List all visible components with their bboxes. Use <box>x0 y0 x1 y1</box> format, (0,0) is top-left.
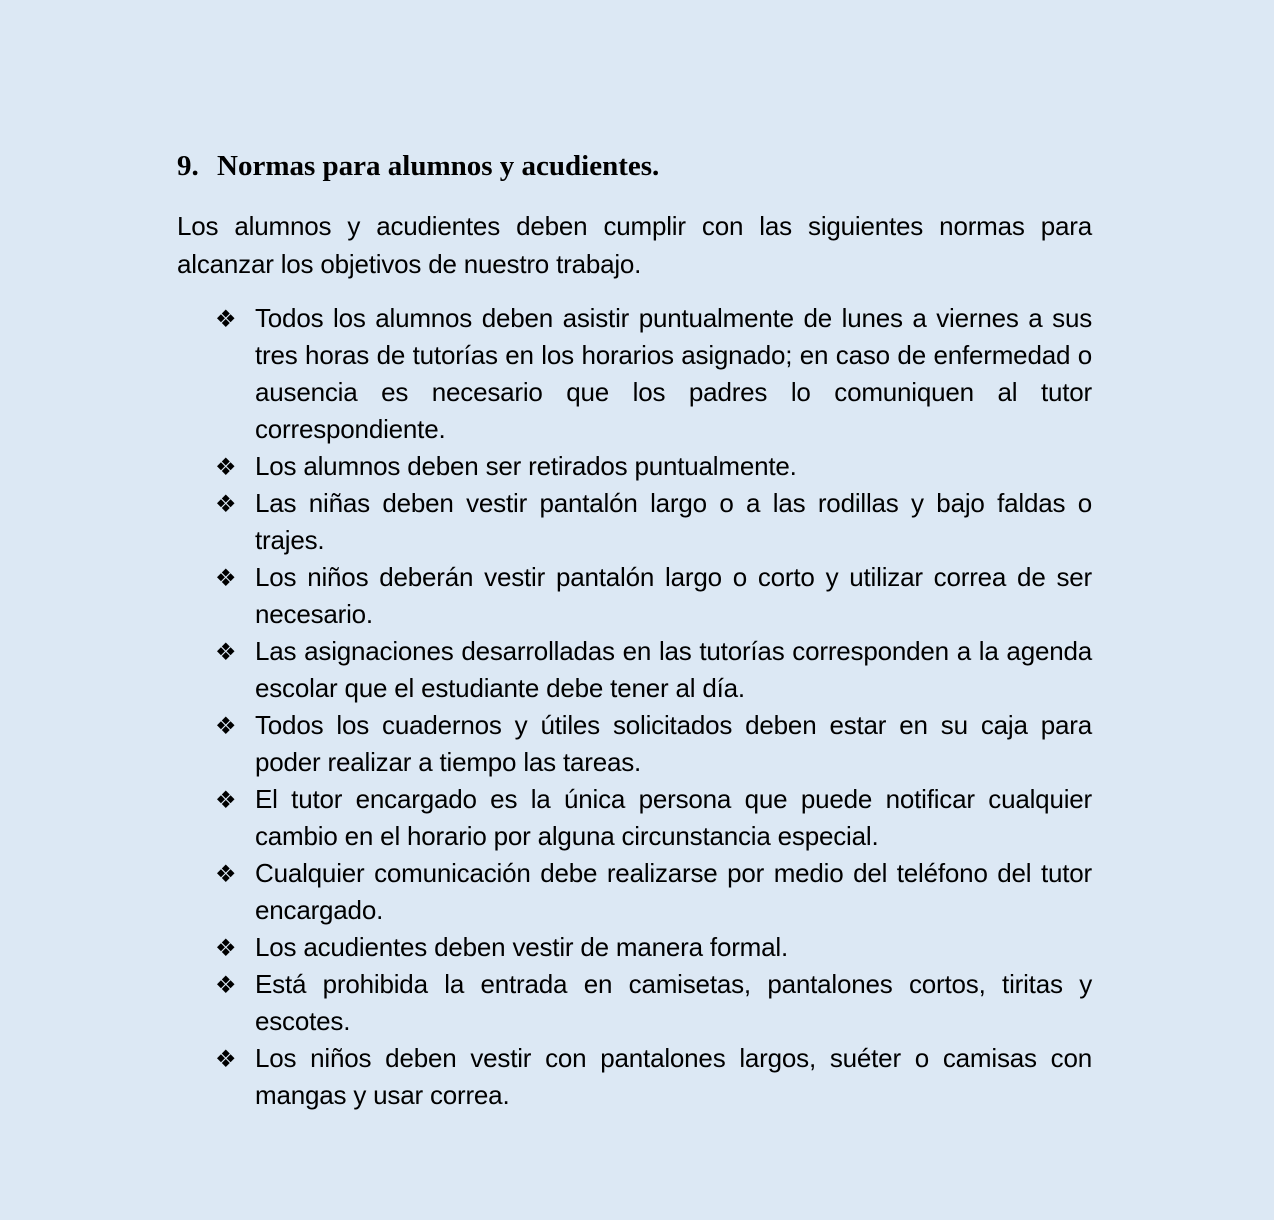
rules-list <box>177 300 1092 1114</box>
list-item <box>177 929 1092 966</box>
diamond-bullet-icon: ❖ <box>215 306 237 333</box>
list-item-text: Las asignaciones desarrolladas en las tutorías corresponden a la agenda escolar que el estudiante debe tener al día. <box>255 636 1092 703</box>
diamond-bullet-icon: ❖ <box>215 565 237 592</box>
list-item-text: Las niñas deben vestir pantalón largo o a las rodillas y bajo faldas o trajes. <box>255 488 1092 555</box>
list-item <box>177 633 1092 707</box>
list-item <box>177 300 1092 448</box>
intro-paragraph: Los alumnos y acudientes deben cumplir con las siguientes normas para alcanzar los objetivos de nuestro trabajo. <box>177 211 1092 279</box>
list-item <box>177 485 1092 559</box>
diamond-bullet-icon: ❖ <box>215 861 237 888</box>
list-item-text: Los niños deberán vestir pantalón largo o corto y utilizar correa de ser necesario. <box>255 562 1092 629</box>
list-item <box>177 707 1092 781</box>
diamond-bullet-icon: ❖ <box>215 491 237 518</box>
list-item-text: Cualquier comunicación debe realizarse por medio del teléfono del tutor encargado. <box>255 858 1092 925</box>
diamond-bullet-icon: ❖ <box>215 639 237 666</box>
section-heading <box>177 148 1092 184</box>
list-item-text: El tutor encargado es la única persona que puede notificar cualquier cambio en el horario por alguna circunstancia especial. <box>255 784 1092 851</box>
list-item <box>177 448 1092 485</box>
list-item <box>177 781 1092 855</box>
section-title: Normas para alumnos y acudientes. <box>217 150 660 182</box>
diamond-bullet-icon: ❖ <box>215 787 237 814</box>
page-content <box>177 148 1092 1114</box>
diamond-bullet-icon: ❖ <box>215 454 237 481</box>
list-item <box>177 1040 1092 1114</box>
diamond-bullet-icon: ❖ <box>215 1046 237 1073</box>
list-item <box>177 966 1092 1040</box>
list-item-text: Los acudientes deben vestir de manera formal. <box>255 932 788 962</box>
section-number: 9. <box>177 150 199 182</box>
diamond-bullet-icon: ❖ <box>215 935 237 962</box>
list-item-text: Los alumnos deben ser retirados puntualmente. <box>255 451 797 481</box>
list-item-text: Los niños deben vestir con pantalones largos, suéter o camisas con mangas y usar correa. <box>255 1043 1092 1110</box>
list-item-text: Todos los alumnos deben asistir puntualmente de lunes a viernes a sus tres horas de tutorías en los horarios asignado; en caso de enfermedad o ausencia es necesario que los padres lo comuniquen al tutor correspondiente. <box>255 303 1092 444</box>
diamond-bullet-icon: ❖ <box>215 972 237 999</box>
list-item-text: Todos los cuadernos y útiles solicitados deben estar en su caja para poder realizar a tiempo las tareas. <box>255 710 1092 777</box>
list-item <box>177 855 1092 929</box>
diamond-bullet-icon: ❖ <box>215 713 237 740</box>
list-item-text: Está prohibida la entrada en camisetas, pantalones cortos, tiritas y escotes. <box>255 969 1092 1036</box>
list-item <box>177 559 1092 633</box>
